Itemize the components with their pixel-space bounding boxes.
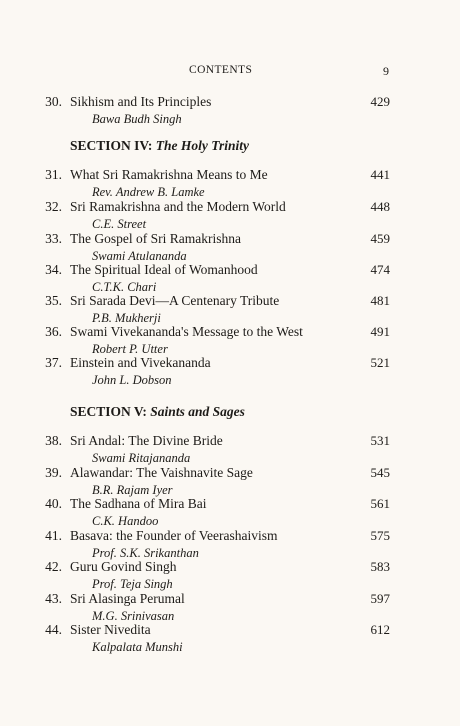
entry-author: Rev. Andrew B. Lamke xyxy=(92,185,205,199)
entry-author: Swami Atulananda xyxy=(92,249,187,263)
toc-entry xyxy=(0,355,460,391)
entry-page: 583 xyxy=(370,559,390,574)
entry-author: Bawa Budh Singh xyxy=(92,112,182,126)
entry-title: Sister Nivedita xyxy=(70,622,151,637)
entry-page: 448 xyxy=(370,199,390,214)
entry-page: 521 xyxy=(370,355,390,370)
entry-title: Sri Andal: The Divine Bride xyxy=(70,433,223,448)
entry-title: Einstein and Vivekananda xyxy=(70,355,211,370)
entry-title: The Sadhana of Mira Bai xyxy=(70,496,207,511)
entry-author: C.E. Street xyxy=(92,217,147,231)
entry-number: 43. xyxy=(45,591,62,606)
entry-number: 32. xyxy=(45,199,62,214)
entry-page: 612 xyxy=(370,622,390,637)
entry-author: B.R. Rajam Iyer xyxy=(92,483,173,497)
entry-title: Guru Govind Singh xyxy=(70,559,177,574)
entry-number: 35. xyxy=(45,293,62,308)
entry-title: Swami Vivekananda's Message to the West xyxy=(70,324,303,339)
entry-page: 545 xyxy=(370,465,390,480)
entry-author: C.T.K. Chari xyxy=(92,280,157,294)
entry-title: Basava: the Founder of Veerashaivism xyxy=(70,528,278,543)
section-heading xyxy=(70,138,249,154)
entry-title: Sri Alasinga Perumal xyxy=(70,591,185,606)
entry-author: John L. Dobson xyxy=(92,373,172,387)
entry-page: 575 xyxy=(370,528,390,543)
entry-number: 33. xyxy=(45,231,62,246)
entry-title: The Spiritual Ideal of Womanhood xyxy=(70,262,258,277)
entry-page: 491 xyxy=(370,324,390,339)
entry-number: 44. xyxy=(45,622,62,637)
toc-entry xyxy=(0,622,460,658)
toc-entry xyxy=(0,94,460,130)
entry-page: 459 xyxy=(370,231,390,246)
entry-page: 474 xyxy=(370,262,390,277)
entry-author: Swami Ritajananda xyxy=(92,451,191,465)
entry-number: 39. xyxy=(45,465,62,480)
entry-number: 37. xyxy=(45,355,62,370)
section-name: Saints and Sages xyxy=(150,404,245,419)
section-label: SECTION IV: xyxy=(70,138,153,153)
entry-author: Prof. Teja Singh xyxy=(92,577,173,591)
entry-number: 42. xyxy=(45,559,62,574)
entry-number: 36. xyxy=(45,324,62,339)
toc-entry xyxy=(0,559,460,595)
entry-author: C.K. Handoo xyxy=(92,514,159,528)
section-label: SECTION V: xyxy=(70,404,147,419)
running-title: CONTENTS xyxy=(189,64,253,76)
entry-title: Sri Sarada Devi—A Centenary Tribute xyxy=(70,293,280,308)
entry-page: 597 xyxy=(370,591,390,606)
entry-number: 34. xyxy=(45,262,62,277)
toc-entry xyxy=(0,433,460,469)
entry-number: 40. xyxy=(45,496,62,511)
entry-page: 561 xyxy=(370,496,390,511)
running-header xyxy=(0,64,460,80)
entry-author: Kalpalata Munshi xyxy=(92,640,183,654)
entry-author: M.G. Srinivasan xyxy=(92,609,175,623)
entry-page: 531 xyxy=(370,433,390,448)
entry-title: Sri Ramakrishna and the Modern World xyxy=(70,199,286,214)
section-heading xyxy=(70,404,245,420)
entry-title: The Gospel of Sri Ramakrishna xyxy=(70,231,241,246)
section-name: The Holy Trinity xyxy=(155,138,250,153)
entry-title: What Sri Ramakrishna Means to Me xyxy=(70,167,268,182)
entry-author: Prof. S.K. Srikanthan xyxy=(92,546,199,560)
entry-title: Sikhism and Its Principles xyxy=(70,94,212,109)
entry-page: 481 xyxy=(370,293,390,308)
entry-page: 429 xyxy=(370,94,390,109)
entry-number: 38. xyxy=(45,433,62,448)
entry-number: 30. xyxy=(45,94,62,109)
entry-number: 31. xyxy=(45,167,62,182)
entry-number: 41. xyxy=(45,528,62,543)
entry-author: Robert P. Utter xyxy=(92,342,168,356)
entry-title: Alawandar: The Vaishnavite Sage xyxy=(70,465,253,480)
entry-page: 441 xyxy=(370,167,390,182)
entry-author: P.B. Mukherji xyxy=(92,311,161,325)
toc-entry xyxy=(0,496,460,532)
toc-entry xyxy=(0,167,460,203)
toc-entry xyxy=(0,199,460,235)
page-number: 9 xyxy=(383,64,389,78)
